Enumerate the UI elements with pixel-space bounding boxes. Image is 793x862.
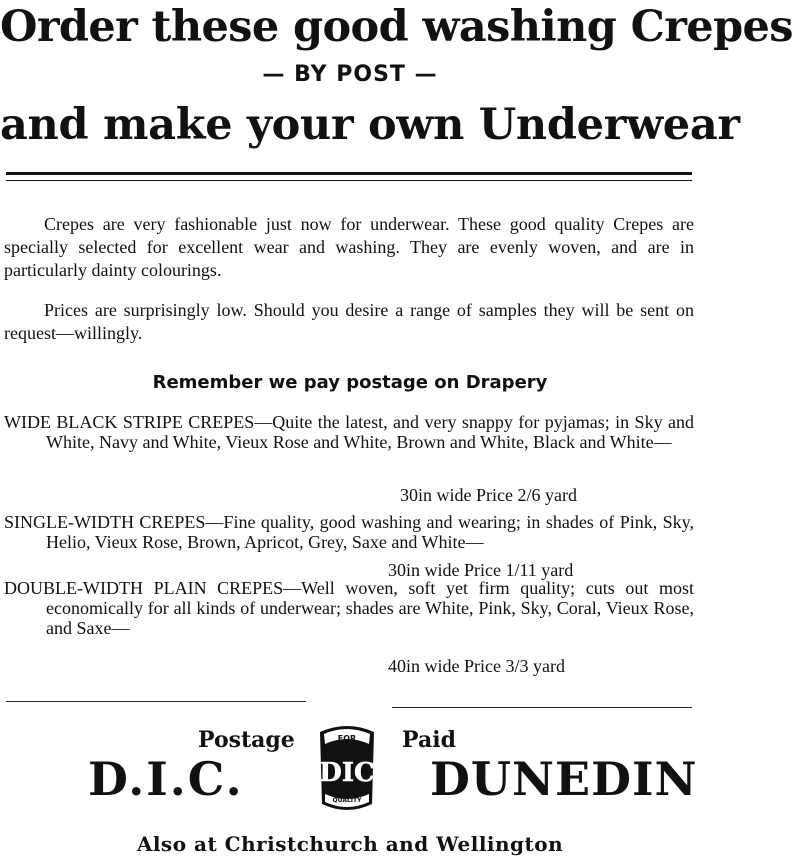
dic-shield-icon xyxy=(312,720,382,816)
product-description: WIDE BLACK STRIPE CREPES—Quite the latest, and very snappy for pyjamas; in Sky and White, Navy and White, Vieux Rose and White, Brown and White, Black and White— xyxy=(4,412,694,452)
divider-right xyxy=(392,707,692,708)
company-name: D.I.C. xyxy=(88,752,244,806)
product-price: 30in wide Price 1/11 yard xyxy=(388,560,574,580)
dic-logo xyxy=(312,720,382,816)
header-rule-thin xyxy=(6,180,692,181)
branches-note: Also at Christchurch and Wellington xyxy=(136,832,564,856)
postage-note: Remember we pay postage on Drapery xyxy=(152,372,548,393)
product-description: DOUBLE-WIDTH PLAIN CREPES—Well woven, soft yet firm quality; cuts out most economically for all kinds of underwear; shades are White, Pink, Sky, Coral, Vieux Rose, and Saxe— xyxy=(4,578,694,638)
intro-paragraph-1: Crepes are very fashionable just now for underwear. These good quality Crepes are specially selected for excellent wear and washing. They are evenly woven, and are in particularly dainty colourings. xyxy=(4,214,694,280)
logo-text-top: FOR xyxy=(337,734,357,743)
product-price: 40in wide Price 3/3 yard xyxy=(388,656,565,676)
city-name: DUNEDIN xyxy=(430,752,698,806)
intro-paragraph-2: Prices are surprisingly low. Should you desire a range of samples they will be sent on request—willingly. xyxy=(4,300,694,343)
logo-text-center: DIC xyxy=(319,758,375,788)
divider-left xyxy=(6,701,306,702)
product-description: SINGLE-WIDTH CREPES—Fine quality, good washing and wearing; in shades of Pink, Sky, Helio, Vieux Rose, Brown, Apricot, Grey, Saxe and White— xyxy=(4,512,694,552)
logo-text-bottom: QUALITY xyxy=(332,797,362,804)
paid-label: Paid xyxy=(402,727,456,753)
headline-line-3: and make your own Underwear xyxy=(0,100,740,150)
header-rule-thick xyxy=(6,172,692,175)
product-price: 30in wide Price 2/6 yard xyxy=(400,485,577,505)
postage-label: Postage xyxy=(198,727,295,753)
headline-by-post: — BY POST — xyxy=(262,62,438,87)
headline-line-1: Order these good washing Crepes xyxy=(0,2,793,52)
